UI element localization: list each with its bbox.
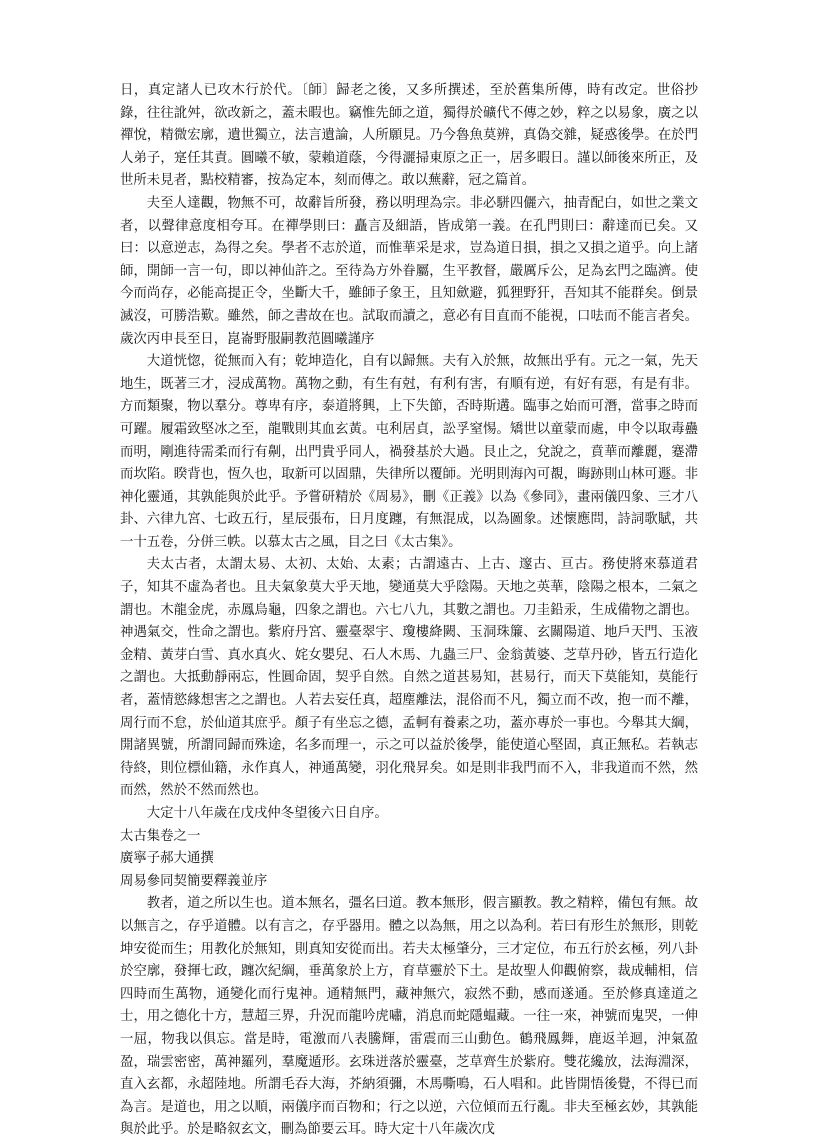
self-preface-paragraph: 夫太古者，太謂太易、太初、太始、太素；古謂遠古、上古、邃古、亘古。務使將來慕道君子，知其不虛為者也。且夫氣象莫大乎天地，變通莫大乎陰陽。天地之英華，陰陽之根本，二氣之謂也。木龍金虎，赤鳳烏龜，四象之謂也。六七八九，其數之謂也。刀圭鉛汞，生成備物之謂也。神遇氣交，性命之謂也。紫府丹宮、靈臺翠宇、瓊樓絳闕、玉洞珠簾、玄關陽道、地戶天門、玉液金精、黃芽白雪、真水真火、姹女嬰兒、石人木馬、九蟲三尸、金翁黃婆、芝草丹砂，皆五行造化之謂也。大抵動靜兩忘，性圓命固，契乎自然。自然之道甚易知，甚易行，而天下莫能知，莫能行者，蓋情慾緣想害之之謂也。人若去妄任真，超塵離法，混俗而不凡，獨立而不改，抱一而不離，周行而不怠，於仙道其庶乎。顏子有坐忘之德，孟軻有養素之功，蓋亦專於一事也。今舉其大綱，開諸異號，所謂同歸而殊途，名多而理一，示之可以益於後學，能使道心堅固，真正無私。若執志待終，則位標仙籍，永作真人，神通萬變，羽化飛昇矣。如是則非我門而不入，非我道而不然，然而然，然於不然而然也。 xyxy=(120,557,698,799)
chapter-title: 周易參同契簡要釋義並序 xyxy=(120,873,268,889)
self-preface-paragraph: 大道恍惚，從無而入有；乾坤造化，自有以歸無。夫有入於無，故無出乎有。元之一氣，先天地生，既著三才，浸成萬物。萬物之動，有生有尅，有利有害，有順有逆，有好有惡，有是有非。方而類聚，物以羣分。尊卑有序，泰道將興，上下失節，否時斯遘。臨事之始而可潛，當事之時而可躍。履霜致堅冰之至，龍戰則其血玄黃。屯利居貞，訟孚窒惕。矯世以童蒙而處，申令以取毒蠱而明，剛進待需柔而行有劓，出門貴乎同人，禍發基於大過。艮止之，兌說之，賁華而離麗，蹇滯而坎陷。睽背也，恆久也，取新可以固鼎，失律所以覆師。光明則海內可覩，晦跡則山林可遯。非神化靈通，其孰能與於此乎。予嘗研精於《周易》，刪《正義》以為《參同》，畫兩儀四象、三才八卦、六律九宮、七政五行，星辰張布，日月度躔，有無混成，以為圖象。述懷應問，詩詞歌賦，共一十五卷，分併三帙。以慕太古之風，目之曰《太古集》。 xyxy=(120,354,698,550)
preface-paragraph-continuation: 日，真定諸人已攻木行於代。〔師〕歸老之後，又多所撰述，至於舊集所傳，時有改定。世俗抄錄，往往訛舛，欲改新之，蓋未暇也。竊惟先師之道，獨得於礦代不傳之妙，粹之以易象，廣之以禪悅，精微宏廓，遺世獨立，法言遺論，人所願見。乃今魯魚莫辨，真偽交雜，疑惑後學。在於門人弟子，寔任其責。圓曦不敏，蒙賴道蔭，今得灑掃東原之正一，居多暇日。謹以師後來所正，及世所未見者，點校精審，按為定本，刻而傳之。敢以蕪辭，冠之篇首。 xyxy=(120,83,698,189)
document-page xyxy=(120,80,698,1142)
preface-date-line: 大定十八年歲在戊戌仲冬望後六日自序。 xyxy=(146,806,388,821)
preface-paragraph: 夫至人達觀，物無不可，故辭旨所發，務以明理為宗。非必駢四儷六，抽青配白，如世之業文者，以聲律意度相夸耳。在禪學則曰：矗言及細語，皆成第一義。在孔門則曰：辭達而已矣。又曰：以意逆志，為得之矣。學者不志於道，而惟華采是求，豈為道日損，損之又損之道乎。向上諸師，開師一言一句，即以神仙許之。至待為方外眷屬，生平教督，嚴厲斥公，足為玄門之臨濟。使今而尚存，必能高提正令，坐斷大千，雖師子象王，且知歛避，狐狸野犴，吾知其不能群矣。倒景滅沒，可勝浩歎。雖然，師之書故在也。試取而讀之，意必有目直而不能視，口呿而不能言者矣。歲次丙申長至日，崑崙野服嗣教范圓曦謹序 xyxy=(120,195,698,347)
chapter-preface-paragraph: 教者，道之所以生也。道本無名，彊名曰道。教本無形，假言顯教。教之精粹，備包有無。故以無言之，存乎道體。以有言之，存乎器用。體之以為無，用之以為利。若曰有形生於無形，則乾坤安從而生；用教化於無知，則真知安從而出。若夫太極肇分，三才定位，布五行於玄極，列八卦於空廓，發揮七政，躔次紀綱，垂萬象於上方，育草靈於下土。是故聖人仰觀俯察，裁成輔相，信四時而生萬物，通變化而行鬼神。通精無門，藏神無穴，寂然不動，感而遂通。至於修真達道之士，用之德化十方，慧超三界，升況而龍吟虎嘯，消息而蛇隱蝹藏。一往一來，神號而鬼哭，一伸一屈，物我以俱忘。當是時，電激而八表騰輝，雷震而三山動色。鶴飛鳳舞，鹿返羊迴，沖氣盈盈，瑞雲密密，萬神羅列，羣魔遁形。玄珠迸落於靈臺，芝草齊生於紫府。雙花纔放，法海淵深，直入玄都，永超陸地。所謂毛吞大海，芥納須彌，木馬嘶鳴，石人唱和。此皆開悟後覺，不得已而為言。是道也，用之以順，兩儀序而百物和；行之以逆，六位傾而五行亂。非夫至極玄妙，其孰能與於此乎。於是略叙玄文，刪為節要云耳。時大定十八年歲次戊 xyxy=(120,896,698,1138)
author-line: 廣寧子郝大通撰 xyxy=(120,851,214,867)
volume-title: 太古集卷之一 xyxy=(120,828,201,844)
